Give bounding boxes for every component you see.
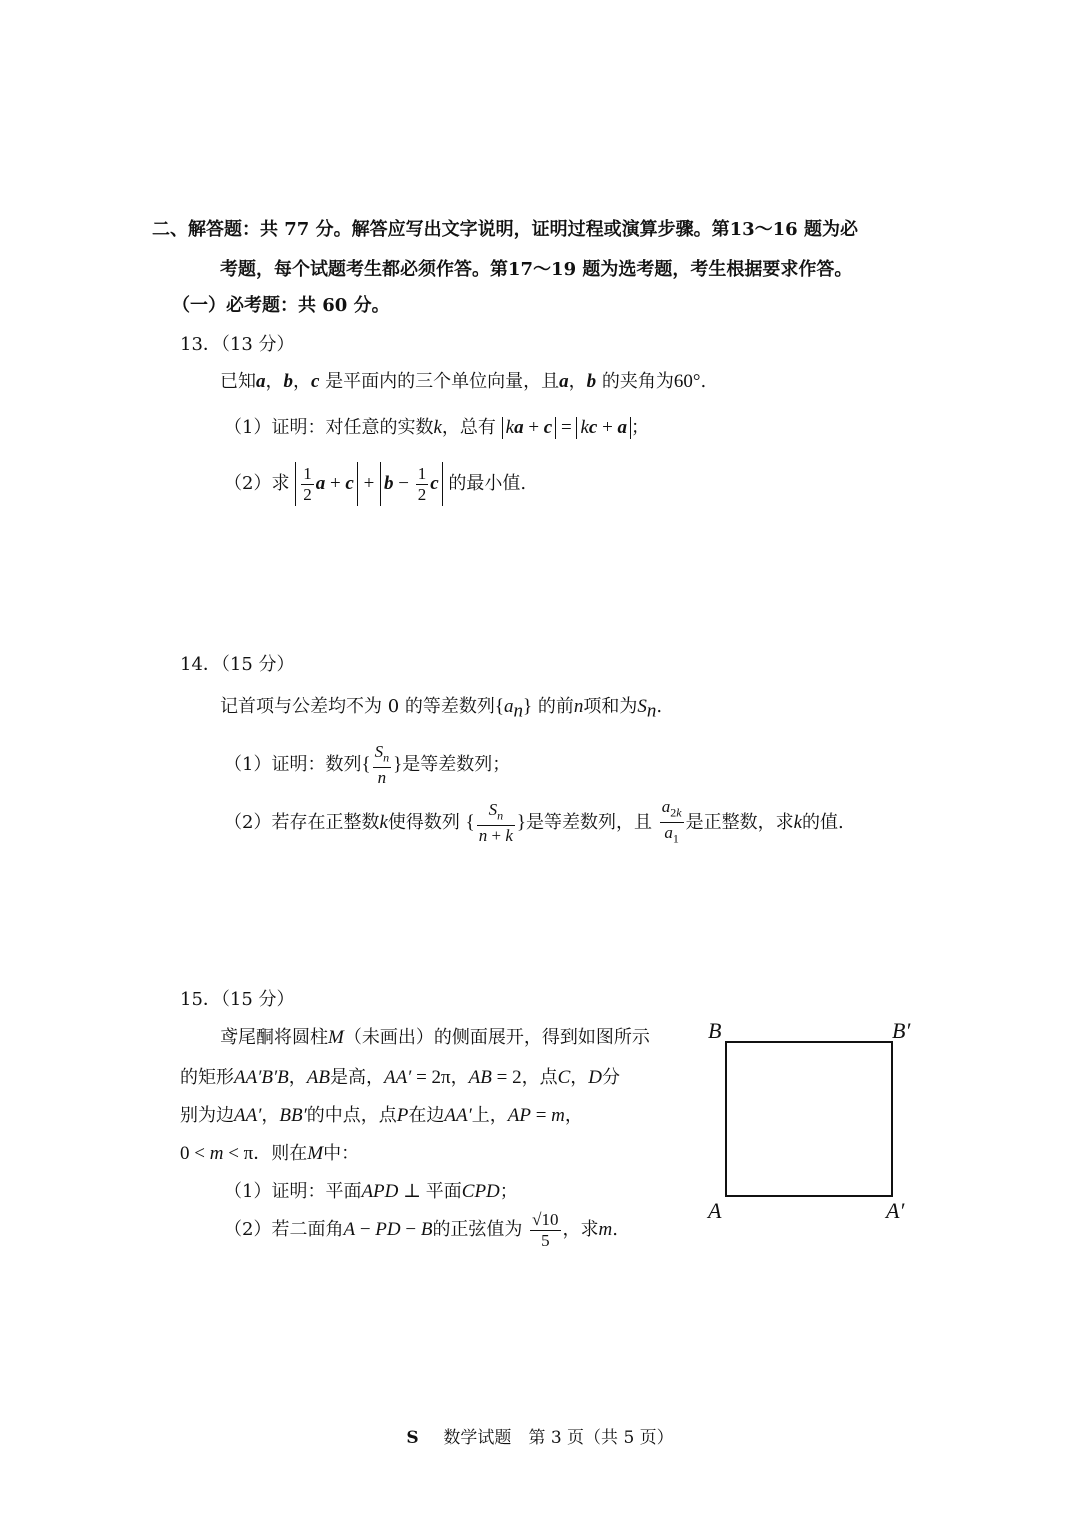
q13-stem: 已知a，b，c 是平面内的三个单位向量，且a，b 的夹角为60°. — [220, 371, 707, 392]
section-heading-line2: 考题，每个试题考生都必须作答。第17～19 题为选考题，考生根据要求作答。 — [220, 259, 853, 280]
section-subheading: （一）必考题：共 60 分。 — [172, 295, 390, 316]
q15-line2: 的矩形AA′B′B，AB是高，AA′ = 2π，AB = 2，点C，D分 — [180, 1067, 621, 1088]
q15-line4: 0 < m < π．则在M中： — [180, 1143, 360, 1164]
q15-line1: 鸢尾酮将圆柱M（未画出）的侧面展开，得到如图所示 — [220, 1027, 650, 1048]
q15-rectangle-figure — [700, 1010, 930, 1230]
label-A: A — [708, 1198, 722, 1223]
q14-number: 14．（15 分） — [180, 654, 295, 675]
q13-number: 13．（13 分） — [180, 334, 295, 355]
q13-part2: （2）求 $\frac{1}{2}$ a + c + b − $\frac{1}{2}$ c 的最小值. — [224, 462, 526, 506]
q15-part1: （1）证明：平面APD ⊥ 平面CPD； — [224, 1181, 518, 1202]
q15-line3: 别为边AA′，BB′的中点，点P在边AA′上，AP = m， — [180, 1105, 583, 1126]
q14-part1: （1）证明：数列{ $\frac{S_n}{n}$ }是等差数列； — [224, 742, 511, 788]
paper-series: S — [406, 1428, 419, 1448]
label-B: B — [708, 1018, 722, 1043]
q15-part2: （2）若二面角A − PD − B的正弦值为 $\frac{√10}{5}$ ，求m. — [224, 1209, 618, 1250]
footer-text: 数学试题 第 3 页（共 5 页） — [443, 1428, 674, 1448]
label-A-prime: A′ — [886, 1198, 905, 1223]
rectangle-AA'B'B — [726, 1042, 892, 1196]
page-footer — [0, 1426, 1080, 1450]
q14-stem: 记首项与公差均不为 0 的等差数列$\{a_n\}$ 的前n项和为$S_n$. — [220, 696, 663, 722]
q15-number: 15．（15 分） — [180, 989, 295, 1010]
q13-part1: （1）证明：对任意的实数k，总有 ka + c = kc + a ； — [224, 417, 650, 438]
section-heading-line1: 二、解答题：共 77 分。解答应写出文字说明，证明过程或演算步骤。第13～16 题为必 — [152, 219, 858, 240]
q14-part2: （2）若存在正整数k使得数列 { $\frac{S_n}{n + k}$ }是等差数列，且 $\frac{a_{2k}}{a_1}$ 是正整数，求k的值. — [224, 797, 844, 846]
label-B-prime: B′ — [892, 1018, 911, 1043]
